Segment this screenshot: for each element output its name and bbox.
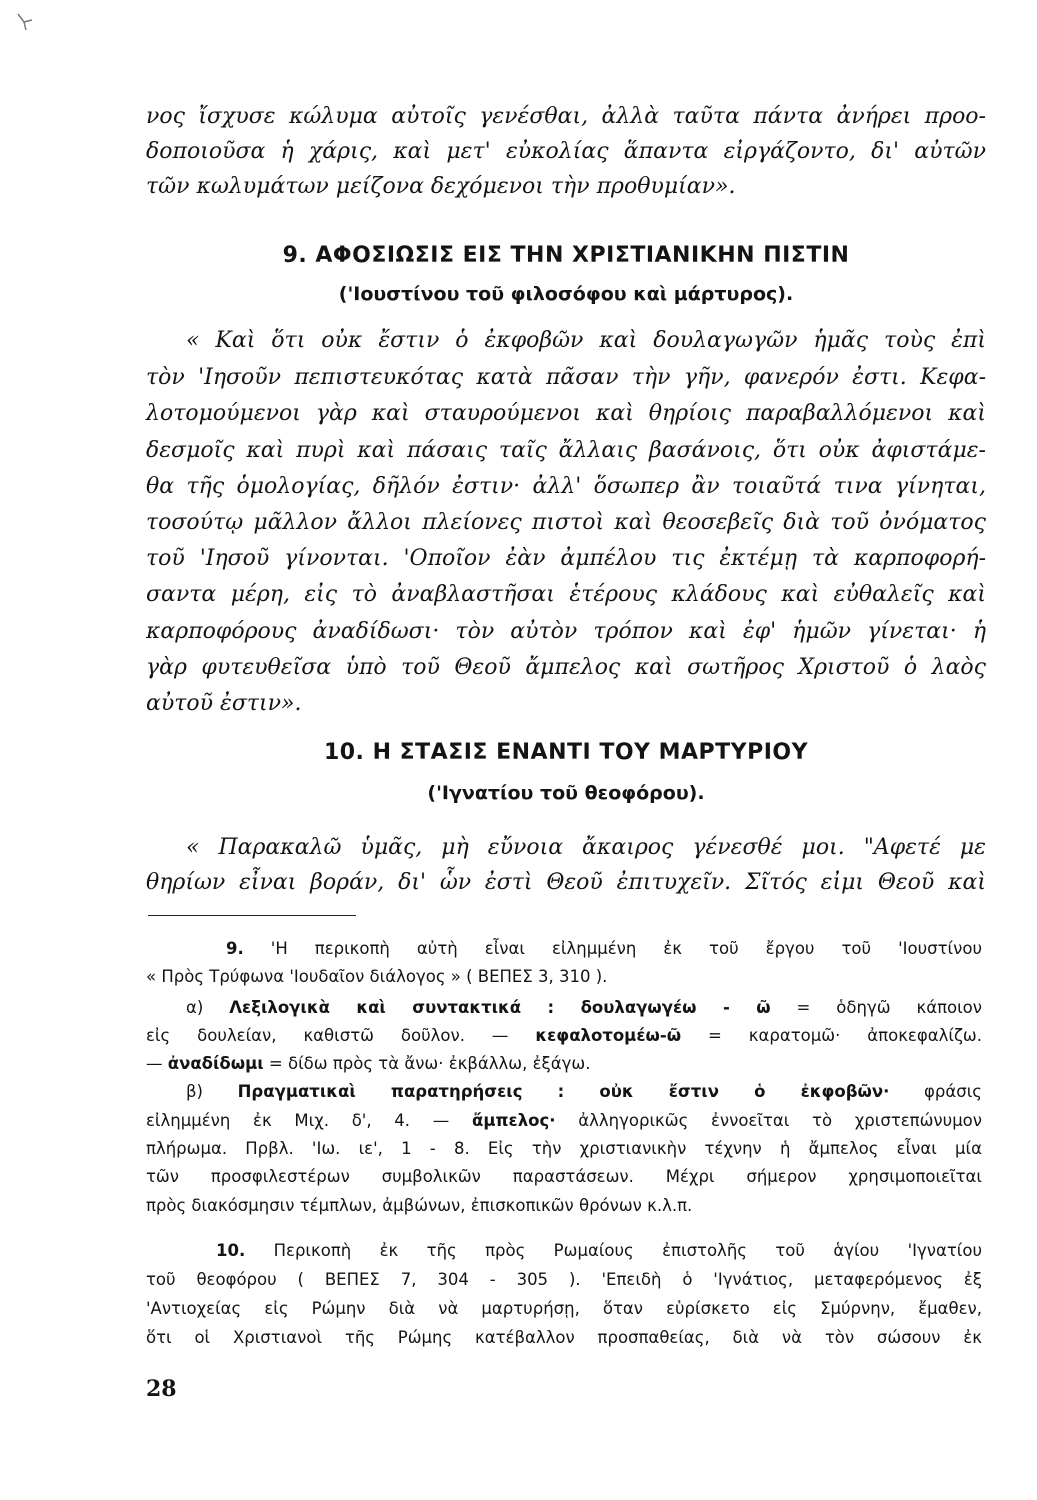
passage-line: « Παρακαλῶ ὑμᾶς, μὴ εὔνοια ἄκαιρος γένεσθέ μοι. "Αφετέ με — [186, 835, 986, 860]
footnote-text: = καρατομῶ· ἀποκεφαλίζω. — [681, 1026, 982, 1045]
passage-line: τὸν 'Ιησοῦν πεπιστευκότας κατὰ πᾶσαν τὴν γῆν, φανερόν ἐστι. Κεφα- — [146, 365, 986, 390]
footnote-bold: κεφαλοτομέω-ῶ — [535, 1026, 682, 1045]
footnote-text: εἰς δουλείαν, καθιστῶ δοῦλον. — — [146, 1026, 536, 1045]
footnote-9-line — [146, 1110, 982, 1132]
footnote-text: εἰλημμένη ἐκ Μιχ. δ', 4. — — [146, 1111, 472, 1130]
section-10-subheading: ('Ιγνατίου τοῦ θεοφόρου). — [427, 782, 705, 804]
footnote-9-line — [226, 938, 982, 960]
passage-line: αὐτοῦ ἐστιν». — [146, 691, 302, 716]
footnote-9-line — [186, 997, 982, 1019]
footnote-bold: ἀναδίδωμι — [167, 1054, 264, 1073]
footnote-10-number: 10. — [216, 1241, 246, 1260]
footnote-10-line: τοῦ θεοφόρου ( ΒΕΠΕΣ 7, 304 - 305 ). 'Επειδὴ ὁ 'Ιγνάτιος, μεταφερόμενος ἐξ — [146, 1270, 982, 1289]
footnote-text: — — [146, 1054, 168, 1073]
passage-line: τῶν κωλυμάτων μείζονα δεχόμενοι τὴν προθυμίαν». — [146, 174, 736, 199]
passage-line: τοῦ 'Ιησοῦ γίνονται. 'Οποῖον ἐὰν ἀμπέλου τις ἐκτέμῃ τὰ καρποφορή- — [146, 546, 986, 571]
footnote-separator — [148, 915, 356, 916]
footnote-label: α) — [186, 998, 230, 1017]
footnote-10-line: ὅτι οἱ Χριστιανοὶ τῆς Ρώμης κατέβαλλον προσπαθείας, διὰ νὰ τὸν σώσουν ἐκ — [146, 1328, 982, 1347]
section-9-heading: 9. ΑΦΟΣΙΩΣΙΣ ΕΙΣ ΤΗΝ ΧΡΙΣΤΙΑΝΙΚΗΝ ΠΙΣΤΙΝ — [282, 243, 850, 268]
passage-line: δεσμοῖς καὶ πυρὶ καὶ πάσαις ταῖς ἄλλαις βασάνοις, ὅτι οὐκ ἀφιστάμε- — [146, 438, 986, 463]
page-number: 28 — [146, 1376, 177, 1402]
footnote-text: = δίδω πρὸς τὰ ἄνω· ἐκβάλλω, ἐξάγω. — [263, 1054, 591, 1073]
passage-line: τοσούτῳ μᾶλλον ἄλλοι πλείονες πιστοὶ καὶ θεοσεβεῖς διὰ τοῦ ὀνόματος — [146, 510, 986, 535]
footnote-10-line: 'Αντιοχείας εἰς Ρώμην διὰ νὰ μαρτυρήσῃ, ὅταν εὑρίσκετο εἰς Σμύρνην, ἔμαθεν, — [146, 1299, 982, 1318]
passage-line: νος ἴσχυσε κώλυμα αὐτοῖς γενέσθαι, ἀλλὰ ταῦτα πάντα ἀνήρει προο- — [146, 104, 986, 129]
footnote-9-line — [186, 1081, 982, 1103]
footnote-9-line — [146, 1053, 982, 1075]
scan-mark-icon — [12, 10, 38, 36]
passage-line: σαντα μέρη, εἰς τὸ ἀναβλαστῆσαι ἑτέρους κλάδους καὶ εὐθαλεῖς καὶ — [146, 582, 986, 607]
footnote-9-line: τῶν προσφιλεστέρων συμβολικῶν παραστάσεων. Μέχρι σήμερον χρησιμοποιεῖται — [146, 1167, 982, 1186]
passage-line: δοποιοῦσα ἡ χάρις, καὶ μετ' εὐκολίας ἅπαντα εἰργάζοντο, δι' αὐτῶν — [146, 139, 986, 164]
footnote-text: ἀλληγορικῶς ἐννοεῖται τὸ χριστεπώνυμον — [555, 1111, 982, 1130]
passage-line: γὰρ φυτευθεῖσα ὑπὸ τοῦ Θεοῦ ἄμπελος καὶ σωτῆρος Χριστοῦ ὁ λαὸς — [146, 655, 986, 680]
section-9-subheading: ('Ιουστίνου τοῦ φιλοσόφου καὶ μάρτυρος). — [338, 283, 794, 305]
passage-line: λοτομούμενοι γὰρ καὶ σταυρούμενοι καὶ θηρίοις παραβαλλόμενοι καὶ — [146, 401, 986, 426]
section-10-heading: 10. Η ΣΤΑΣΙΣ ΕΝΑΝΤΙ ΤΟΥ ΜΑΡΤΥΡΙΟΥ — [323, 740, 809, 765]
footnote-9-line — [146, 1025, 982, 1047]
footnote-9-number: 9. — [226, 939, 244, 958]
footnote-9-line: πλήρωμα. Πρβλ. 'Ιω. ιε', 1 - 8. Εἰς τὴν χριστιανικὴν τέχνην ἡ ἄμπελος εἶναι μία — [146, 1139, 982, 1158]
footnote-bold: Πραγματικαὶ παρατηρήσεις : οὐκ ἔστιν ὁ ἐκφοβῶν· — [237, 1082, 890, 1101]
footnote-text: φράσις — [889, 1082, 982, 1101]
footnote-9-line: « Πρὸς Τρύφωνα 'Ιουδαῖον διάλογος » ( ΒΕΠΕΣ 3, 310 ). — [146, 967, 608, 986]
footnote-text: = ὁδηγῶ κάποιον — [770, 998, 982, 1017]
passage-line: θηρίων εἶναι βοράν, δι' ὧν ἐστὶ Θεοῦ ἐπιτυχεῖν. Σῖτός εἰμι Θεοῦ καὶ — [146, 870, 986, 895]
footnote-9-line: πρὸς διακόσμησιν τέμπλων, ἀμβώνων, ἐπισκοπικῶν θρόνων κ.λ.π. — [146, 1196, 693, 1215]
footnote-label: β) — [186, 1082, 238, 1101]
passage-line: καρποφόρους ἀναδίδωσι· τὸν αὐτὸν τρόπον καὶ ἐφ' ἡμῶν γίνεται· ἡ — [146, 619, 986, 644]
footnote-text: Περικοπὴ ἐκ τῆς πρὸς Ρωμαίους ἐπιστολῆς τοῦ ἁγίου 'Ιγνατίου — [245, 1241, 982, 1260]
passage-line: « Καὶ ὅτι οὐκ ἔστιν ὁ ἐκφοβῶν καὶ δουλαγωγῶν ἡμᾶς τοὺς ἐπὶ — [186, 328, 986, 353]
footnote-bold: ἄμπελος· — [471, 1111, 556, 1130]
passage-line: θα τῆς ὁμολογίας, δῆλόν ἐστιν· ἀλλ' ὅσωπερ ἂν τοιαῦτά τινα γίνηται, — [146, 474, 986, 499]
footnote-10-line — [216, 1240, 982, 1262]
footnote-text: 'Η περικοπὴ αὐτὴ εἶναι εἰλημμένη ἐκ τοῦ ἔργου τοῦ 'Ιουστίνου — [243, 939, 982, 958]
footnote-bold: Λεξιλογικὰ καὶ συντακτικά : δουλαγωγέω - ῶ — [229, 998, 771, 1017]
